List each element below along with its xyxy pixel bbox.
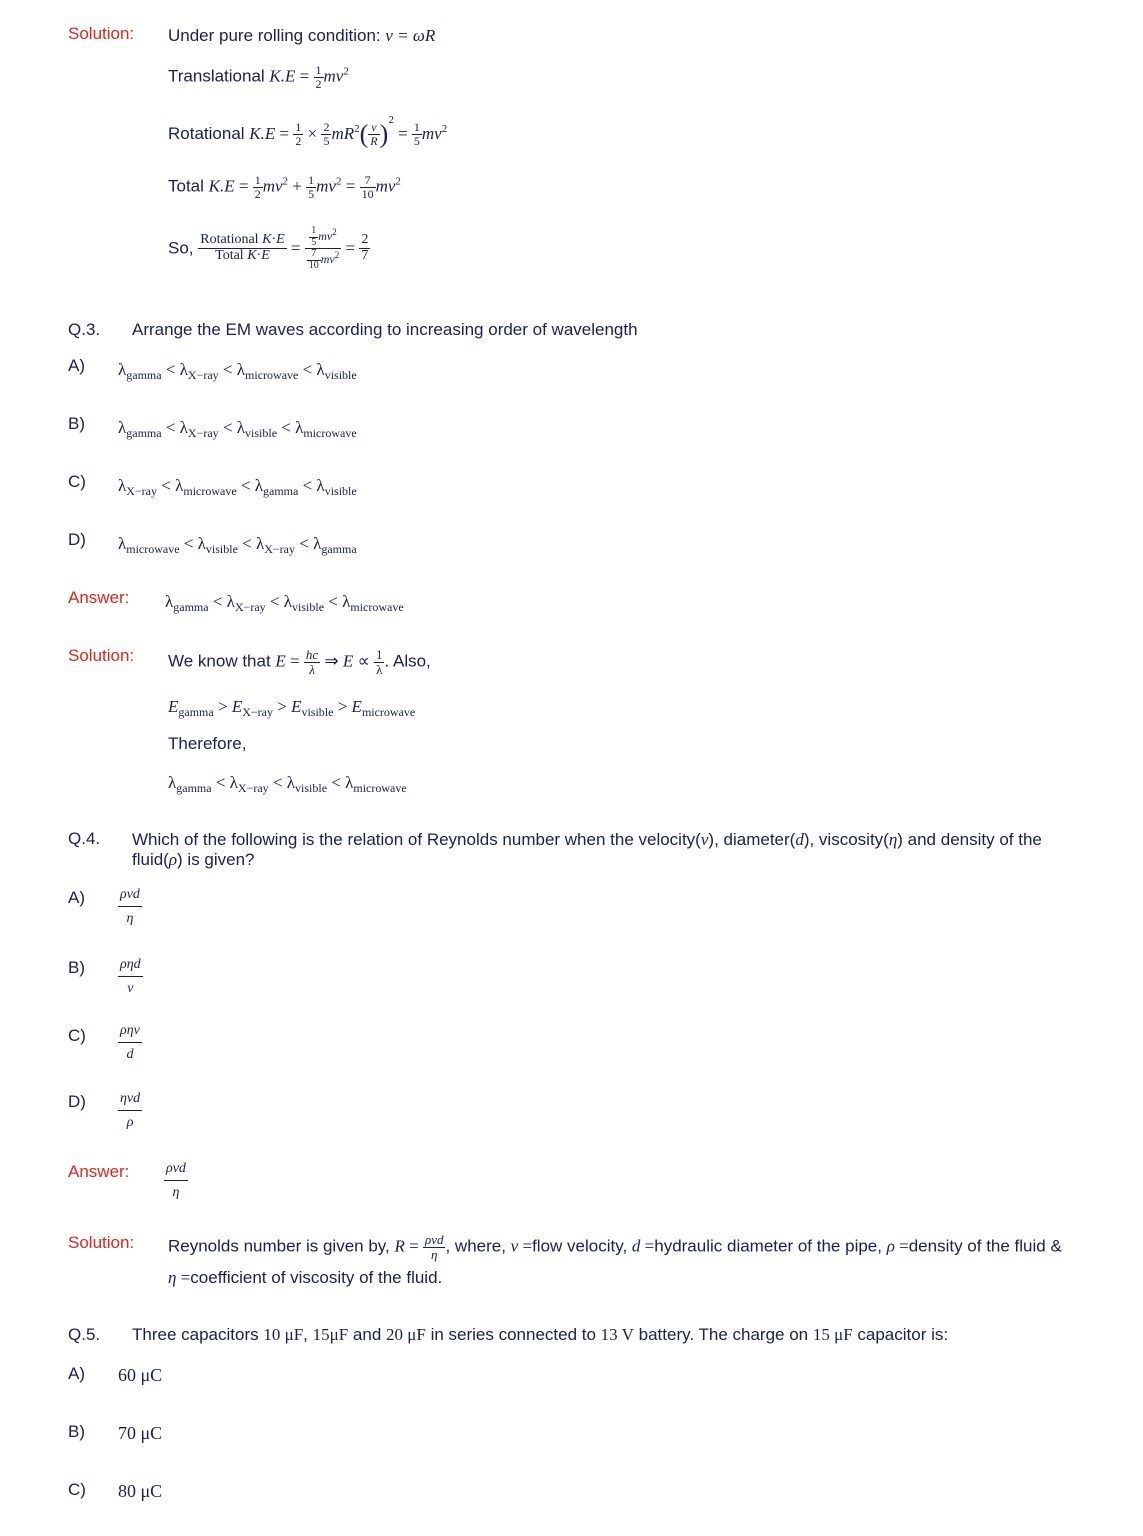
- q4-option-c[interactable]: ρηv d: [120, 1023, 140, 1062]
- q4-option-d[interactable]: ηvd ρ: [120, 1091, 141, 1130]
- q3-solution-line1: We know that E = $\frac{hc}{\lambda}$ ⇒ E ∝ $\frac{1}{\lambda}$ . Also,: [168, 647, 431, 677]
- ratio-result: $\frac{2}{7}$: [361, 232, 369, 263]
- q4-option-b-label[interactable]: B): [68, 958, 85, 977]
- q4-solution-line2: η =coefficient of viscosity of the fluid.: [168, 1268, 443, 1287]
- q3-option-b-label[interactable]: B): [68, 414, 85, 433]
- ratio-frac: $\frac{\text{Rotational K·E}}{\text{Total K·E}}$: [200, 232, 285, 263]
- q3-solution-energy: $E_{gamma} > E_{X-ray} > E_{visible} > E_{microwave}$: [168, 697, 416, 719]
- q3-option-a-label[interactable]: A): [68, 356, 85, 375]
- q3-number: Q.3.: [68, 320, 101, 339]
- q4-question-line2: fluid(ρ) is given?: [132, 850, 255, 869]
- q4-answer-label: Answer:: [68, 1162, 130, 1181]
- q4-option-a-label[interactable]: A): [68, 888, 85, 907]
- q4-option-d-label[interactable]: D): [68, 1092, 86, 1111]
- solution-line-total: Total K.E = $\frac{1}{2}$ $mv^2$ + $\frac{1}{5}$ $mv^2$ = $\frac{7}{10}$ $mv^2$: [168, 173, 401, 201]
- q5-question: Three capacitors 10 μF, 15μF and 20 μF in series connected to 13 V battery. The charge on 15 μF capacitor is:: [132, 1325, 949, 1344]
- q3-option-c-label[interactable]: C): [68, 472, 86, 491]
- solution-line-ratio: So, $\frac{\text{Rotational K·E}}{\text{Total K·E}}$ = $\frac{1}{5}$ $mv^2$ $\frac{7}{10}$ $mv^2$ = $\frac{2}{7}$: [168, 225, 369, 271]
- q3-solution-final: $\lambda_{gamma} < \lambda_{X-ray} < \lambda_{visible} < \lambda_{microwave}$: [168, 773, 407, 795]
- q3-option-a[interactable]: $\lambda_{gamma} < \lambda_{X-ray} < \lambda_{microwave} < \lambda_{visible}$: [118, 360, 357, 382]
- q4-number: Q.4.: [68, 829, 101, 848]
- rotational-text: Rotational: [168, 124, 250, 143]
- translational-text: Translational: [168, 66, 270, 86]
- solution-line-rolling: [168, 26, 435, 46]
- solution-line-rotational: Rotational K.E = $\frac{1}{2}$ × $\frac{2}{5}$ $mR^2$( $\frac{v}{R}$ )$^2$ = $\frac{1}{5}$ $mv^2$: [168, 114, 448, 149]
- q4-option-a[interactable]: ρvd η: [120, 887, 140, 926]
- rolling-math: v = ωR: [385, 26, 436, 45]
- q4-option-c-label[interactable]: C): [68, 1026, 86, 1045]
- rolling-text: Under pure rolling condition:: [168, 26, 386, 45]
- q3-option-d-label[interactable]: D): [68, 530, 86, 549]
- total-text: Total: [168, 176, 209, 196]
- q5-number: Q.5.: [68, 1325, 101, 1344]
- q5-option-b-label[interactable]: B): [68, 1422, 85, 1441]
- q4-option-b[interactable]: ρηd v: [120, 957, 141, 996]
- q3-option-c[interactable]: $\lambda_{X-ray} < \lambda_{microwave} < \lambda_{gamma} < \lambda_{visible}$: [118, 476, 357, 498]
- q5-option-a-label[interactable]: A): [68, 1364, 85, 1383]
- q5-option-a[interactable]: 60 μC: [118, 1365, 163, 1385]
- q4-solution-label: Solution:: [68, 1233, 135, 1252]
- q5-option-b[interactable]: 70 μC: [118, 1423, 163, 1443]
- q3-answer: $\lambda_{gamma} < \lambda_{X-ray} < \lambda_{visible} < \lambda_{microwave}$: [165, 592, 404, 614]
- q4-answer: ρvd η: [166, 1161, 186, 1200]
- q3-option-d[interactable]: $\lambda_{microwave} < \lambda_{visible} < \lambda_{X-ray} < \lambda_{gamma}$: [118, 534, 357, 556]
- q3-answer-label: Answer:: [68, 588, 130, 607]
- q4-question-line1: Which of the following is the relation of Reynolds number when the velocity(v), diameter(d), viscosity(η) and density of the: [132, 830, 1042, 849]
- q5-option-c[interactable]: 80 μC: [118, 1481, 163, 1501]
- q3-question: Arrange the EM waves according to increasing order of wavelength: [132, 320, 638, 339]
- so-text: So,: [168, 238, 199, 258]
- q3-solution-label: Solution:: [68, 646, 135, 665]
- frac-half: $\frac{1}{2}$: [315, 63, 322, 91]
- solution-label: Solution:: [68, 24, 135, 43]
- solution-line-translational: Translational K.E = $\frac{1}{2}$ $mv^2$: [168, 63, 349, 91]
- q4-solution-line1: Reynolds number is given by, R = $\frac{\text{ρvd}}{\eta}$ , where, v =flow velocity, d =hydraulic diameter of the pipe, ρ =density of the fluid &: [168, 1232, 1062, 1262]
- q3-option-b[interactable]: $\lambda_{gamma} < \lambda_{X-ray} < \lambda_{visible} < \lambda_{microwave}$: [118, 418, 357, 440]
- q5-option-c-label[interactable]: C): [68, 1480, 86, 1499]
- ke-symbol: K.E: [269, 66, 296, 86]
- q3-therefore: Therefore,: [168, 734, 247, 753]
- ratio-value-frac: $\frac{1}{5}$ $mv^2$ $\frac{7}{10}$ $mv^2$: [305, 226, 342, 271]
